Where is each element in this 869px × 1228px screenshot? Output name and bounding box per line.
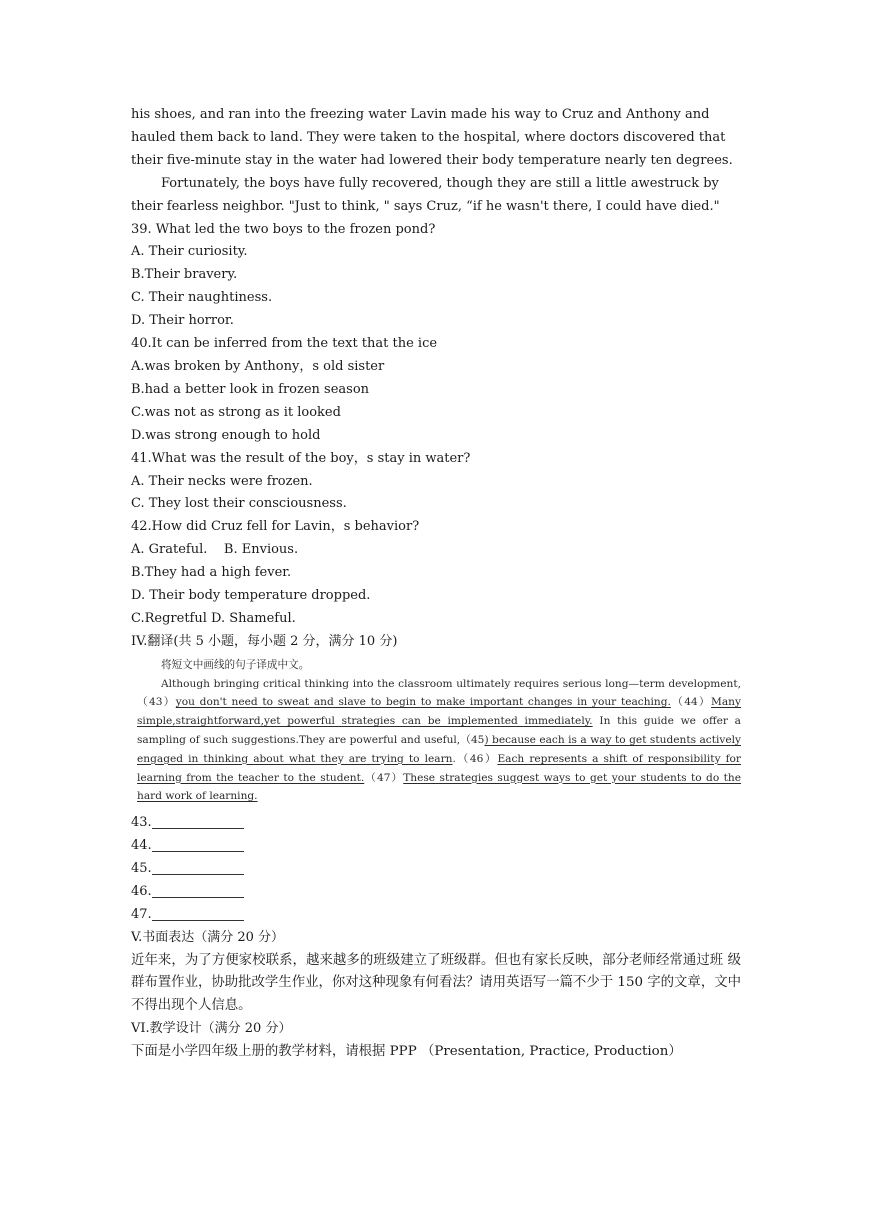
passage-text: Although bringing critical thinking into the classroom ultimately requires serious long—term development,（43） [137, 677, 741, 709]
answer-line [131, 835, 741, 858]
question-line: 40.It can be inferred from the text that the ice [131, 336, 438, 352]
underlined-sentence-44: Many simple,straightforward,yet powerful strategies can be implemented immediately. [137, 696, 741, 728]
answer-blanks [131, 812, 741, 927]
translation-instruction: 将短文中画线的句子译成中文。 [161, 658, 310, 671]
option-line: D.was strong enough to hold [131, 427, 321, 443]
answer-number: 45. [131, 860, 152, 876]
option-line: D. Their horror. [131, 313, 234, 329]
option-line: C.Regretful D. Shameful. [131, 610, 296, 626]
answer-line [131, 858, 741, 881]
option-line: A. Their necks were frozen. [131, 473, 313, 489]
question-line: 39. What led the two boys to the frozen pond? [131, 221, 436, 237]
answer-blank-46[interactable] [152, 883, 244, 898]
answer-line [131, 904, 741, 927]
option-line: B.They had a high fever. [131, 565, 292, 581]
passage-text: In this guide we offer a sampling of such suggestions.They are powerful and useful,（45 [137, 715, 741, 746]
question-list [131, 219, 741, 631]
answer-number: 46. [131, 883, 152, 899]
answer-number: 47. [131, 906, 152, 922]
passage-text: .（46） [452, 752, 498, 765]
answer-number: 43. [131, 815, 152, 831]
option-line: A. Their curiosity. [131, 244, 248, 260]
option-line: B.Their bravery. [131, 267, 238, 283]
underlined-sentence-43: you don't need to sweat and slave to begin to make important changes in your teaching. [175, 696, 671, 709]
option-line: C. They lost their consciousness. [131, 496, 347, 512]
option-line: C. Their naughtiness. [131, 290, 273, 306]
section-heading: V.书面表达（满分 20 分） [131, 929, 285, 945]
section-heading: IV.翻译(共 5 小题，每小题 2 分，满分 10 分) [131, 633, 398, 649]
underlined-sentence-45: ) because each is a way to get students actively engaged in thinking about what they are trying to learn [137, 733, 741, 765]
translation-block [137, 656, 741, 806]
writing-prompt: 近年来，为了方便家校联系，越来越多的班级建立了班级群。但也有家长反映，部分老师经常通过班 级群布置作业，协助批改学生作业，你对这种现象有何看法？请用英语写一篇不少于 150 字的文章，文中 不得出现个人信息。 [131, 952, 741, 1014]
option-line: A.was broken by Anthony，s old sister [131, 358, 385, 374]
passage-text: （44） [670, 696, 712, 709]
translation-passage [137, 675, 741, 807]
answer-blank-45[interactable] [152, 860, 244, 875]
question-line: 42.How did Cruz fell for Lavin，s behavior? [131, 519, 420, 535]
question-line: 41.What was the result of the boy，s stay in water? [131, 450, 471, 466]
underlined-sentence-47: These strategies suggest ways to get your students to do the hard work of learning. [137, 771, 742, 803]
option-line: A. Grateful. B. Envious. [131, 542, 299, 558]
exam-page [131, 104, 741, 1064]
answer-blank-47[interactable] [152, 906, 244, 921]
answer-blank-44[interactable] [152, 837, 244, 852]
option-line: B.had a better look in frozen season [131, 381, 370, 397]
passage-text: （47） [364, 771, 404, 784]
answer-blank-43[interactable] [152, 814, 244, 829]
underlined-sentence-46: Each represents a shift of responsibility for learning from the teacher to the student. [137, 752, 741, 784]
passage-paragraph: Fortunately, the boys have fully recovered, though they are still a little awestruck by their fearless neighbor. "Just to think, " says Cruz, “if he wasn't there, I could have died." [131, 175, 720, 214]
option-line: C.was not as strong as it looked [131, 404, 341, 420]
answer-line [131, 881, 741, 904]
section-heading: VI.教学设计（满分 20 分） [131, 1021, 292, 1037]
answer-number: 44. [131, 838, 152, 854]
passage-paragraph: his shoes, and ran into the freezing water Lavin made his way to Cruz and Anthony and hauled them back to land. They were taken to the hospital, where doctors discovered that their five-minute stay in the water had lowered their body temperature nearly ten degrees. [131, 107, 733, 168]
answer-line [131, 812, 741, 835]
option-line: D. Their body temperature dropped. [131, 588, 371, 604]
teaching-design-prompt: 下面是小学四年级上册的教学材料，请根据 PPP （Presentation, Practice, Production） [131, 1044, 682, 1060]
